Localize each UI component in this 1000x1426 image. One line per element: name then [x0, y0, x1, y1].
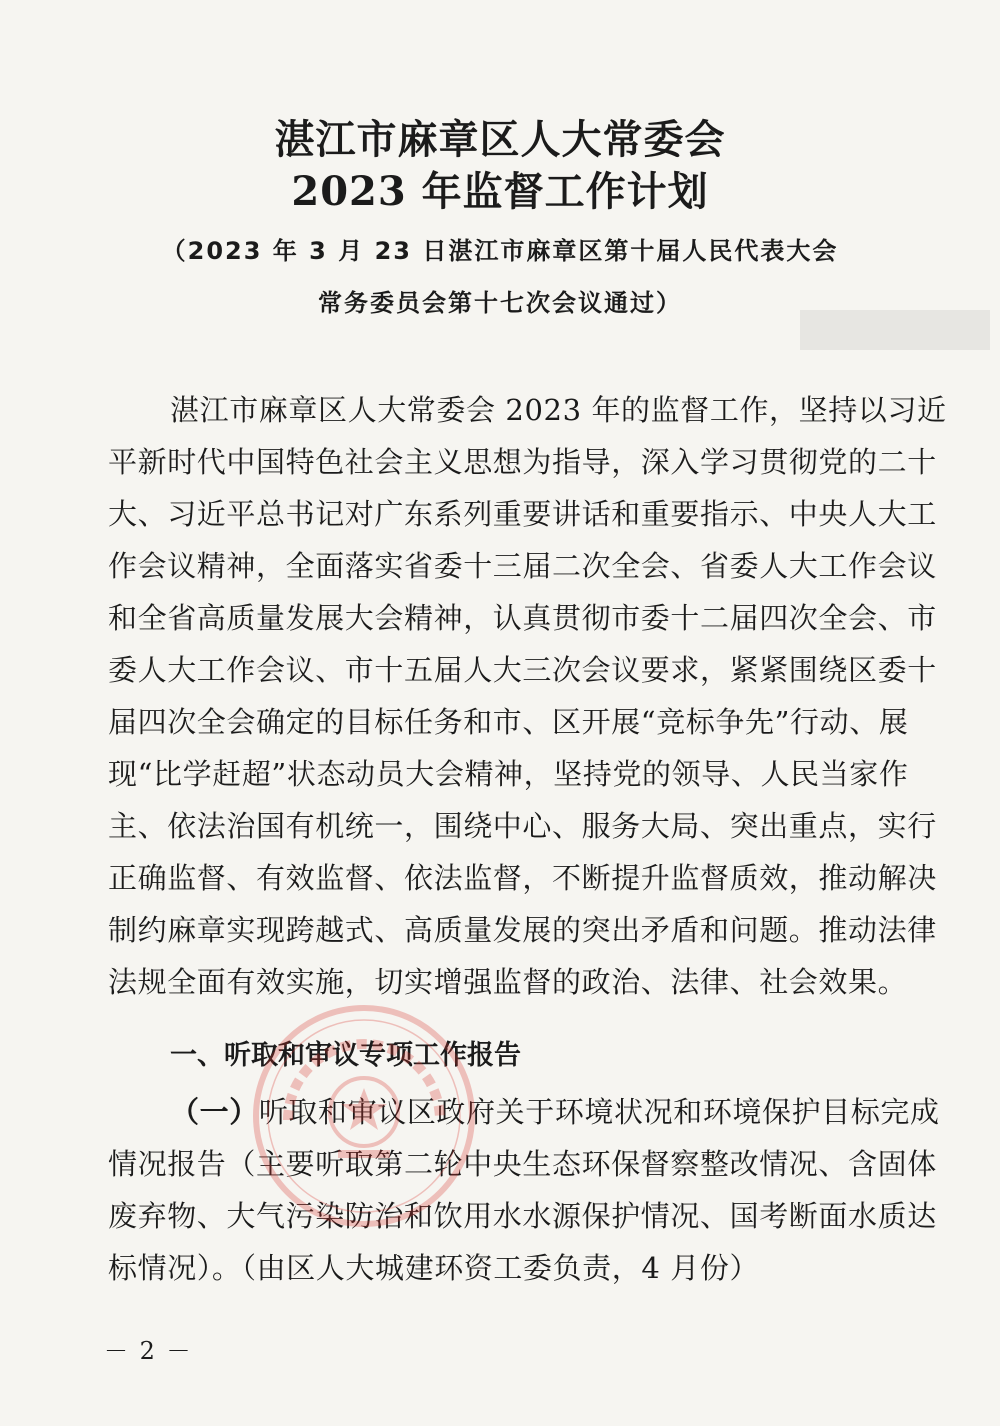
item1-paragraph	[108, 1086, 940, 1294]
bleed-through-mark	[790, 290, 1000, 370]
intro-line: 正确监督、有效监督、依法监督，不断提升监督质效，推动解决	[108, 861, 937, 895]
page-number: － 2 －	[104, 1337, 193, 1365]
item1-line-text: 听取和审议区政府关于环境状况和环境保护目标完成	[258, 1095, 940, 1129]
item1-line: 情况报告（主要听取第二轮中央生态环保督察整改情况、含固体	[108, 1147, 937, 1181]
intro-line: 平新时代中国特色社会主义思想为指导，深入学习贯彻党的二十	[108, 445, 937, 479]
intro-line: 和全省高质量发展大会精神，认真贯彻市委十二届四次全会、市	[108, 601, 937, 635]
document-title-line1: 湛江市麻章区人大常委会	[274, 116, 726, 163]
intro-line: 届四次全会确定的目标任务和市、区开展“竞标争先”行动、展	[108, 705, 909, 739]
official-seal-stamp	[248, 1000, 480, 1232]
item1-marker: （一）	[170, 1095, 259, 1129]
item1-line: 标情况）。（由区人大城建环资工委负责，4 月份）	[108, 1251, 760, 1285]
intro-line: 湛江市麻章区人大常委会 2023 年的监督工作，坚持以习近	[170, 393, 947, 427]
intro-line: 作会议精神，全面落实省委十三届二次全会、省委人大工作会议	[108, 549, 937, 583]
document-subtitle-line1: （2023 年 3 月 23 日湛江市麻章区第十届人民代表大会	[161, 237, 839, 265]
intro-line: 现“比学赶超”状态动员大会精神，坚持党的领导、人民当家作	[108, 757, 909, 791]
item1-line: 废弃物、大气污染防治和饮用水水源保护情况、国考断面水质达	[108, 1199, 937, 1233]
intro-line: 委人大工作会议、市十五届人大三次会议要求，紧紧围绕区委十	[108, 653, 937, 687]
intro-line: 主、依法治国有机统一，围绕中心、服务大局、突出重点，实行	[108, 809, 937, 843]
intro-line: 法规全面有效实施，切实增强监督的政治、法律、社会效果。	[108, 965, 908, 999]
document-subtitle-line2: 常务委员会第十七次会议通过）	[318, 289, 682, 317]
section1-heading: 一、听取和审议专项工作报告	[170, 1040, 521, 1071]
document-title-line2: 2023 年监督工作计划	[291, 168, 709, 215]
item1-line	[108, 1086, 940, 1138]
intro-paragraph	[108, 384, 947, 1008]
intro-line: 大、习近平总书记对广东系列重要讲话和重要指示、中央人大工	[108, 497, 937, 531]
intro-line: 制约麻章实现跨越式、高质量发展的突出矛盾和问题。推动法律	[108, 913, 937, 947]
